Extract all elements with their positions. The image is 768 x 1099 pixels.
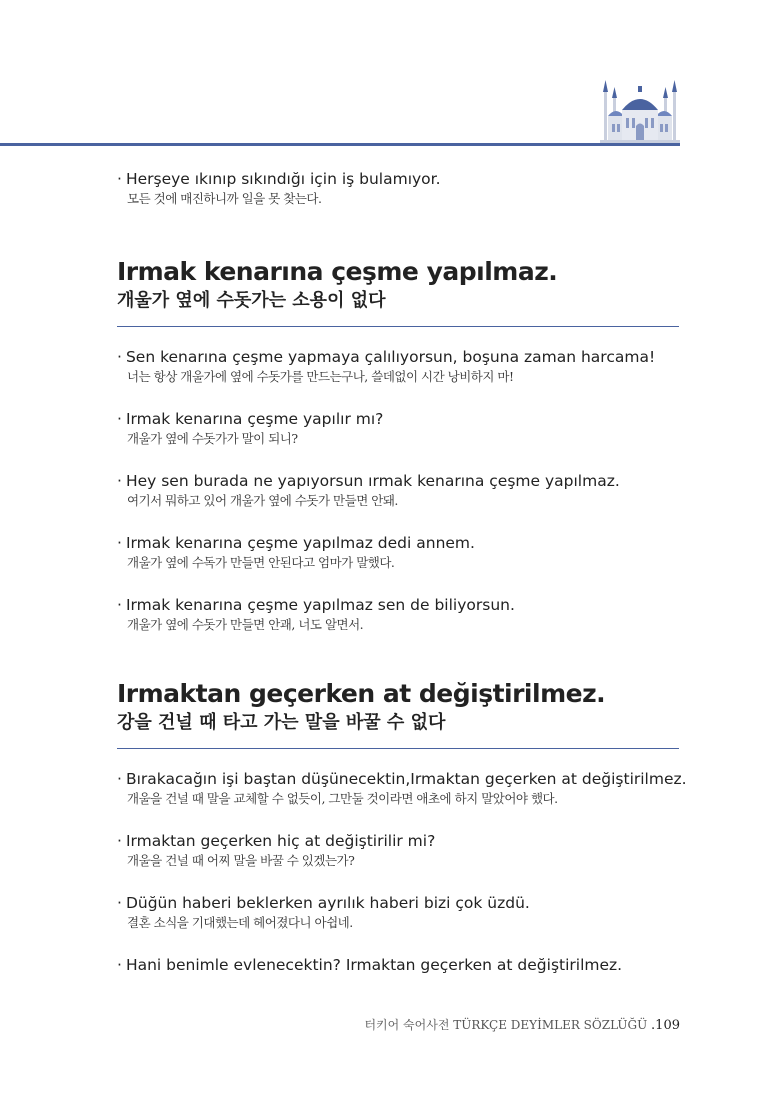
example-item: · Hey sen burada ne yapıyorsun ırmak kenarına çeşme yapılmaz. 여기서 뭐하고 있어 개울가 옆에 수돗가 만들면 안돼.: [117, 470, 697, 510]
example-korean: 개울가 옆에 수독가 만들면 안된다고 엄마가 말했다.: [127, 555, 395, 570]
example-turkish: Düğün haberi beklerken ayrılık haberi bizi çok üzdü.: [125, 894, 530, 912]
page-footer: [364, 1016, 680, 1033]
example-turkish: Hani benimle evlenecektin? Irmaktan geçerken at değiştirilmez.: [125, 956, 623, 974]
example-korean: 모든 것에 매진하니까 일을 못 찾는다.: [127, 191, 322, 206]
example-item: · Irmak kenarına çeşme yapılmaz dedi annem. 개울가 옆에 수독가 만들면 안된다고 엄마가 말했다.: [117, 532, 697, 572]
example-turkish: Irmak kenarına çeşme yapılmaz dedi annem.: [125, 534, 475, 552]
example-korean: 결혼 소식을 기대했는데 헤어졌다니 아쉽네.: [127, 915, 353, 930]
mosque-icon: [600, 78, 680, 144]
example-item: · Sen kenarına çeşme yapmaya çalılıyorsun, boşuna zaman harcama! 너는 항상 개울가에 옆에 수돗가를 만드는구나, 쓸데없이 시간 낭비하지 마!: [117, 346, 697, 386]
example-turkish: Hey sen burada ne yapıyorsun ırmak kenarına çeşme yapılmaz.: [125, 472, 620, 490]
idiom-meaning: 개울가 옆에 수돗가는 소용이 없다: [117, 290, 386, 311]
example-item: · Herşeye ıkınıp sıkındığı için iş bulamıyor. 모든 것에 매진하니까 일을 못 찾는다.: [117, 168, 697, 208]
book-title: 터키어 숙어사전 TÜRKÇE DEYİMLER SÖZLÜĞÜ: [364, 1018, 648, 1032]
example-turkish: Irmak kenarına çeşme yapılır mı?: [125, 410, 384, 428]
example-korean: 개울가 옆에 수돗가 만들면 안괘, 너도 알면서.: [127, 617, 364, 632]
example-item: · Bırakacağın işi baştan düşünecektin,Irmaktan geçerken at değiştirilmez. 개울을 건널 때 말을 교체할 수 없듯이, 그만둘 것이라면 애초에 하지 말았어야 했다.: [117, 768, 697, 808]
example-turkish: Irmaktan geçerken hiç at değiştirilir mi?: [125, 832, 436, 850]
example-turkish: Bırakacağın işi baştan düşünecektin,Irmaktan geçerken at değiştirilmez.: [125, 770, 687, 788]
page-content: [117, 168, 697, 976]
idiom-meaning: 강을 건널 때 타고 가는 말을 바꿀 수 없다: [117, 712, 446, 733]
entry-divider: [117, 326, 679, 327]
idiom-entry: [117, 256, 697, 634]
example-korean: 개울을 건널 때 어찌 말을 바꿀 수 있겠는가?: [127, 853, 355, 868]
example-turkish: Sen kenarına çeşme yapmaya çalılıyorsun, boşuna zaman harcama!: [125, 348, 656, 366]
example-item: · Irmaktan geçerken hiç at değiştirilir mi? 개울을 건널 때 어찌 말을 바꿀 수 있겠는가?: [117, 830, 697, 870]
example-korean: 여기서 뭐하고 있어 개울가 옆에 수돗가 만들면 안돼.: [127, 493, 398, 508]
idiom-title: Irmaktan geçerken at değiştirilmez.: [117, 679, 606, 708]
idiom-entry: [117, 678, 697, 976]
example-item: · Irmak kenarına çeşme yapılır mı? 개울가 옆에 수돗가가 말이 되니?: [117, 408, 697, 448]
example-korean: 개울을 건널 때 말을 교체할 수 없듯이, 그만둘 것이라면 애초에 하지 말았어야 했다.: [127, 791, 558, 806]
page-number: .109: [651, 1018, 680, 1033]
example-turkish: Herşeye ıkınıp sıkındığı için iş bulamıyor.: [125, 170, 441, 188]
entry-divider: [117, 748, 679, 749]
example-turkish: Irmak kenarına çeşme yapılmaz sen de biliyorsun.: [125, 596, 515, 614]
example-item: · Düğün haberi beklerken ayrılık haberi bizi çok üzdü. 결혼 소식을 기대했는데 헤어졌다니 아쉽네.: [117, 892, 697, 932]
example-korean: 개울가 옆에 수돗가가 말이 되니?: [127, 431, 298, 446]
idiom-title: Irmak kenarına çeşme yapılmaz.: [117, 257, 558, 286]
header-rule: [0, 143, 680, 146]
example-item: · Irmak kenarına çeşme yapılmaz sen de biliyorsun. 개울가 옆에 수돗가 만들면 안괘, 너도 알면서.: [117, 594, 697, 634]
example-korean: 너는 항상 개울가에 옆에 수돗가를 만드는구나, 쓸데없이 시간 낭비하지 마!: [127, 369, 514, 384]
example-item: · Hani benimle evlenecektin? Irmaktan geçerken at değiştirilmez.: [117, 956, 623, 974]
